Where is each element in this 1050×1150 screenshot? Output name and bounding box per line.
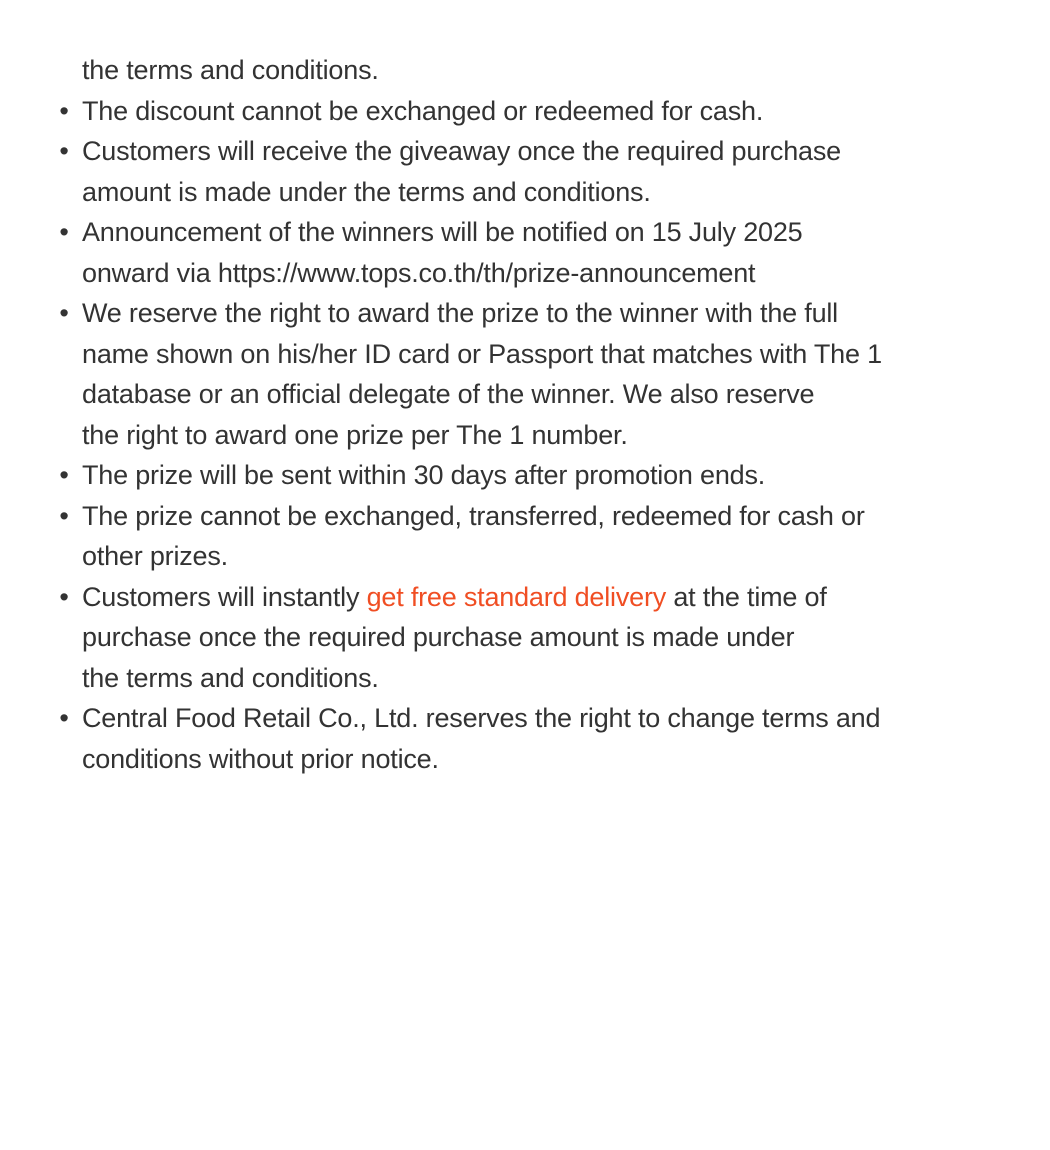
- term-line: name shown on his/her ID card or Passport that matches with The 1: [82, 338, 882, 369]
- bullet-icon: •: [59, 703, 69, 733]
- term-line: The prize will be sent within 30 days after promotion ends.: [82, 460, 766, 490]
- term-line: Central Food Retail Co., Ltd. reserves the right to change terms and: [82, 703, 881, 733]
- term-line: the right to award one prize per The 1 number.: [82, 419, 628, 450]
- free-delivery-link[interactable]: get free standard delivery: [366, 581, 667, 612]
- term-line: amount is made under the terms and conditions.: [82, 176, 651, 207]
- term-line: onward via https://www.tops.co.th/th/prize-announcement: [82, 257, 756, 288]
- bullet-icon: •: [59, 460, 69, 490]
- term-line: other prizes.: [82, 541, 228, 571]
- term-line: the terms and conditions.: [82, 662, 379, 693]
- term-item-prize-delivery: [0, 455, 1050, 496]
- term-item-giveaway: [0, 131, 1050, 212]
- term-line: The prize cannot be exchanged, transferred, redeemed for cash or: [82, 500, 865, 531]
- term-line: The discount cannot be exchanged or redeemed for cash.: [82, 95, 764, 126]
- bullet-icon: •: [59, 136, 69, 166]
- term-line: Customers will receive the giveaway once the required purchase: [82, 136, 841, 166]
- term-item-award-rights: [0, 293, 1050, 455]
- term-line: database or an official delegate of the winner. We also reserve: [82, 379, 815, 409]
- bullet-icon: •: [59, 298, 69, 328]
- continuation-text: the terms and conditions.: [82, 55, 379, 85]
- term-item-announcement: [0, 212, 1050, 293]
- term-item-prize-exchange: [0, 496, 1050, 577]
- term-item-free-delivery: [0, 577, 1050, 699]
- term-line: Announcement of the winners will be notified on 15 July 2025: [82, 217, 803, 247]
- term-item-discount: [0, 91, 1050, 132]
- bullet-icon: •: [59, 95, 69, 126]
- bullet-icon: •: [59, 500, 69, 531]
- term-line: We reserve the right to award the prize to the winner with the full: [82, 298, 838, 328]
- terms-and-conditions: [0, 50, 1050, 779]
- term-text: at the time of: [666, 581, 827, 612]
- term-line: [82, 577, 1010, 618]
- term-line: conditions without prior notice.: [82, 743, 439, 774]
- term-item-change-terms: [0, 698, 1050, 779]
- term-text: Customers will instantly: [82, 581, 367, 612]
- bullet-icon: •: [59, 581, 69, 612]
- terms-list: [0, 91, 1050, 780]
- term-line: purchase once the required purchase amount is made under: [82, 622, 795, 652]
- bullet-icon: •: [59, 217, 69, 247]
